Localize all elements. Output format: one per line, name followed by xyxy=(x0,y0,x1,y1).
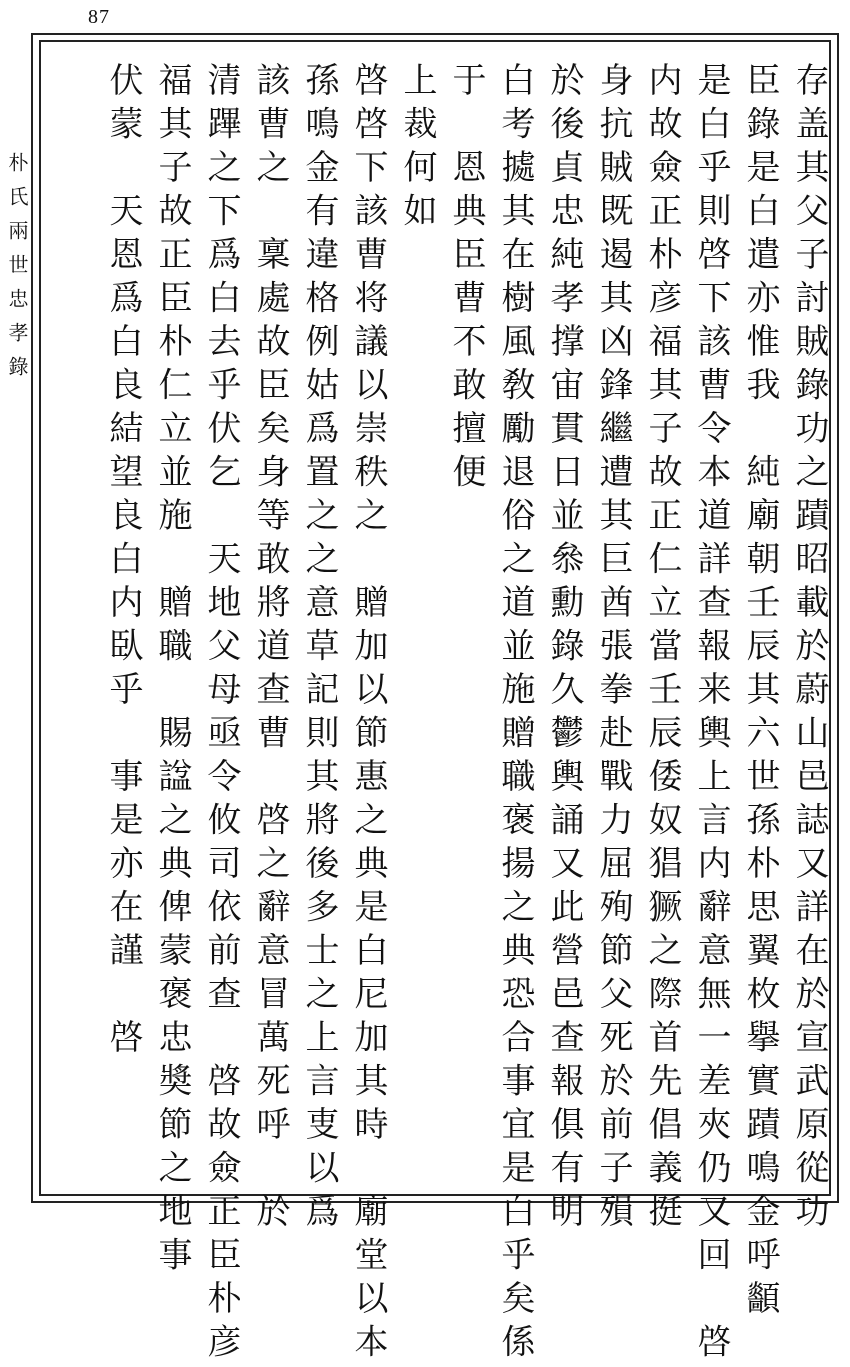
text-column-15: 伏蒙 天恩爲白良結望良白内臥乎 事是亦在謹 啓 xyxy=(103,62,143,1063)
document-body xyxy=(98,62,833,1367)
running-title: 朴氏兩世忠孝錄 xyxy=(5,152,29,390)
text-column-9: 上裁何如 xyxy=(397,62,437,236)
text-column-2: 臣錄是白遣亦惟我 純廟朝壬辰其六世孫朴思翼枚擧實蹟鳴金呼顲 xyxy=(740,62,780,1324)
text-column-13: 清蹕之下爲白去乎伏乞 天地父母亟令攸司依前查 啓故僉正臣朴彦 xyxy=(201,62,241,1367)
text-column-4: 内故僉正朴彦福其子故正仁立當壬辰倭奴猖獗之際首先倡義挺 xyxy=(642,62,682,1237)
text-column-11: 孫鳴金有違格例姑爲置之之意草記則其將後多士之上言叓以爲 xyxy=(299,62,339,1237)
text-column-12: 該曹之 稟處故臣矣身等敢將道查曹 啓之辭意冒萬死呼 於 xyxy=(250,62,290,1237)
text-column-6: 於後貞忠純孝撑宙貫日並叅勳錄久鬱輿誦又此營邑查報俱有明 xyxy=(544,62,584,1237)
text-column-1: 存盖其父子討賊錄功之蹟昭載於蔚山邑誌又詳在於宣武原從功 xyxy=(789,62,829,1237)
text-column-7: 白考㨿其在樹風敎勵退俗之道並施贈職褒揚之典恐合事宜是白乎矣係 xyxy=(495,62,535,1367)
text-column-5: 身抗賊既遏其凶鋒繼遭其巨酋張拳赴戰力屈殉節父死於前子殞 xyxy=(593,62,633,1237)
page-number: 87 xyxy=(88,6,110,28)
text-column-8: 于 恩典臣曹不敢擅便 xyxy=(446,62,486,497)
text-column-3: 是白乎則啓下該曹令本道詳查報来輿上言内辭意無一差夾仍又回 啓 xyxy=(691,62,731,1367)
text-column-14: 福其子故正臣朴仁立並施 贈職 賜諡之典俾蒙褒忠奬節之地事 xyxy=(152,62,192,1280)
text-column-10: 啓啓下該曹将議以崇秩之 贈加以節惠之典是白尼加其時 廟堂以本 xyxy=(348,62,388,1367)
